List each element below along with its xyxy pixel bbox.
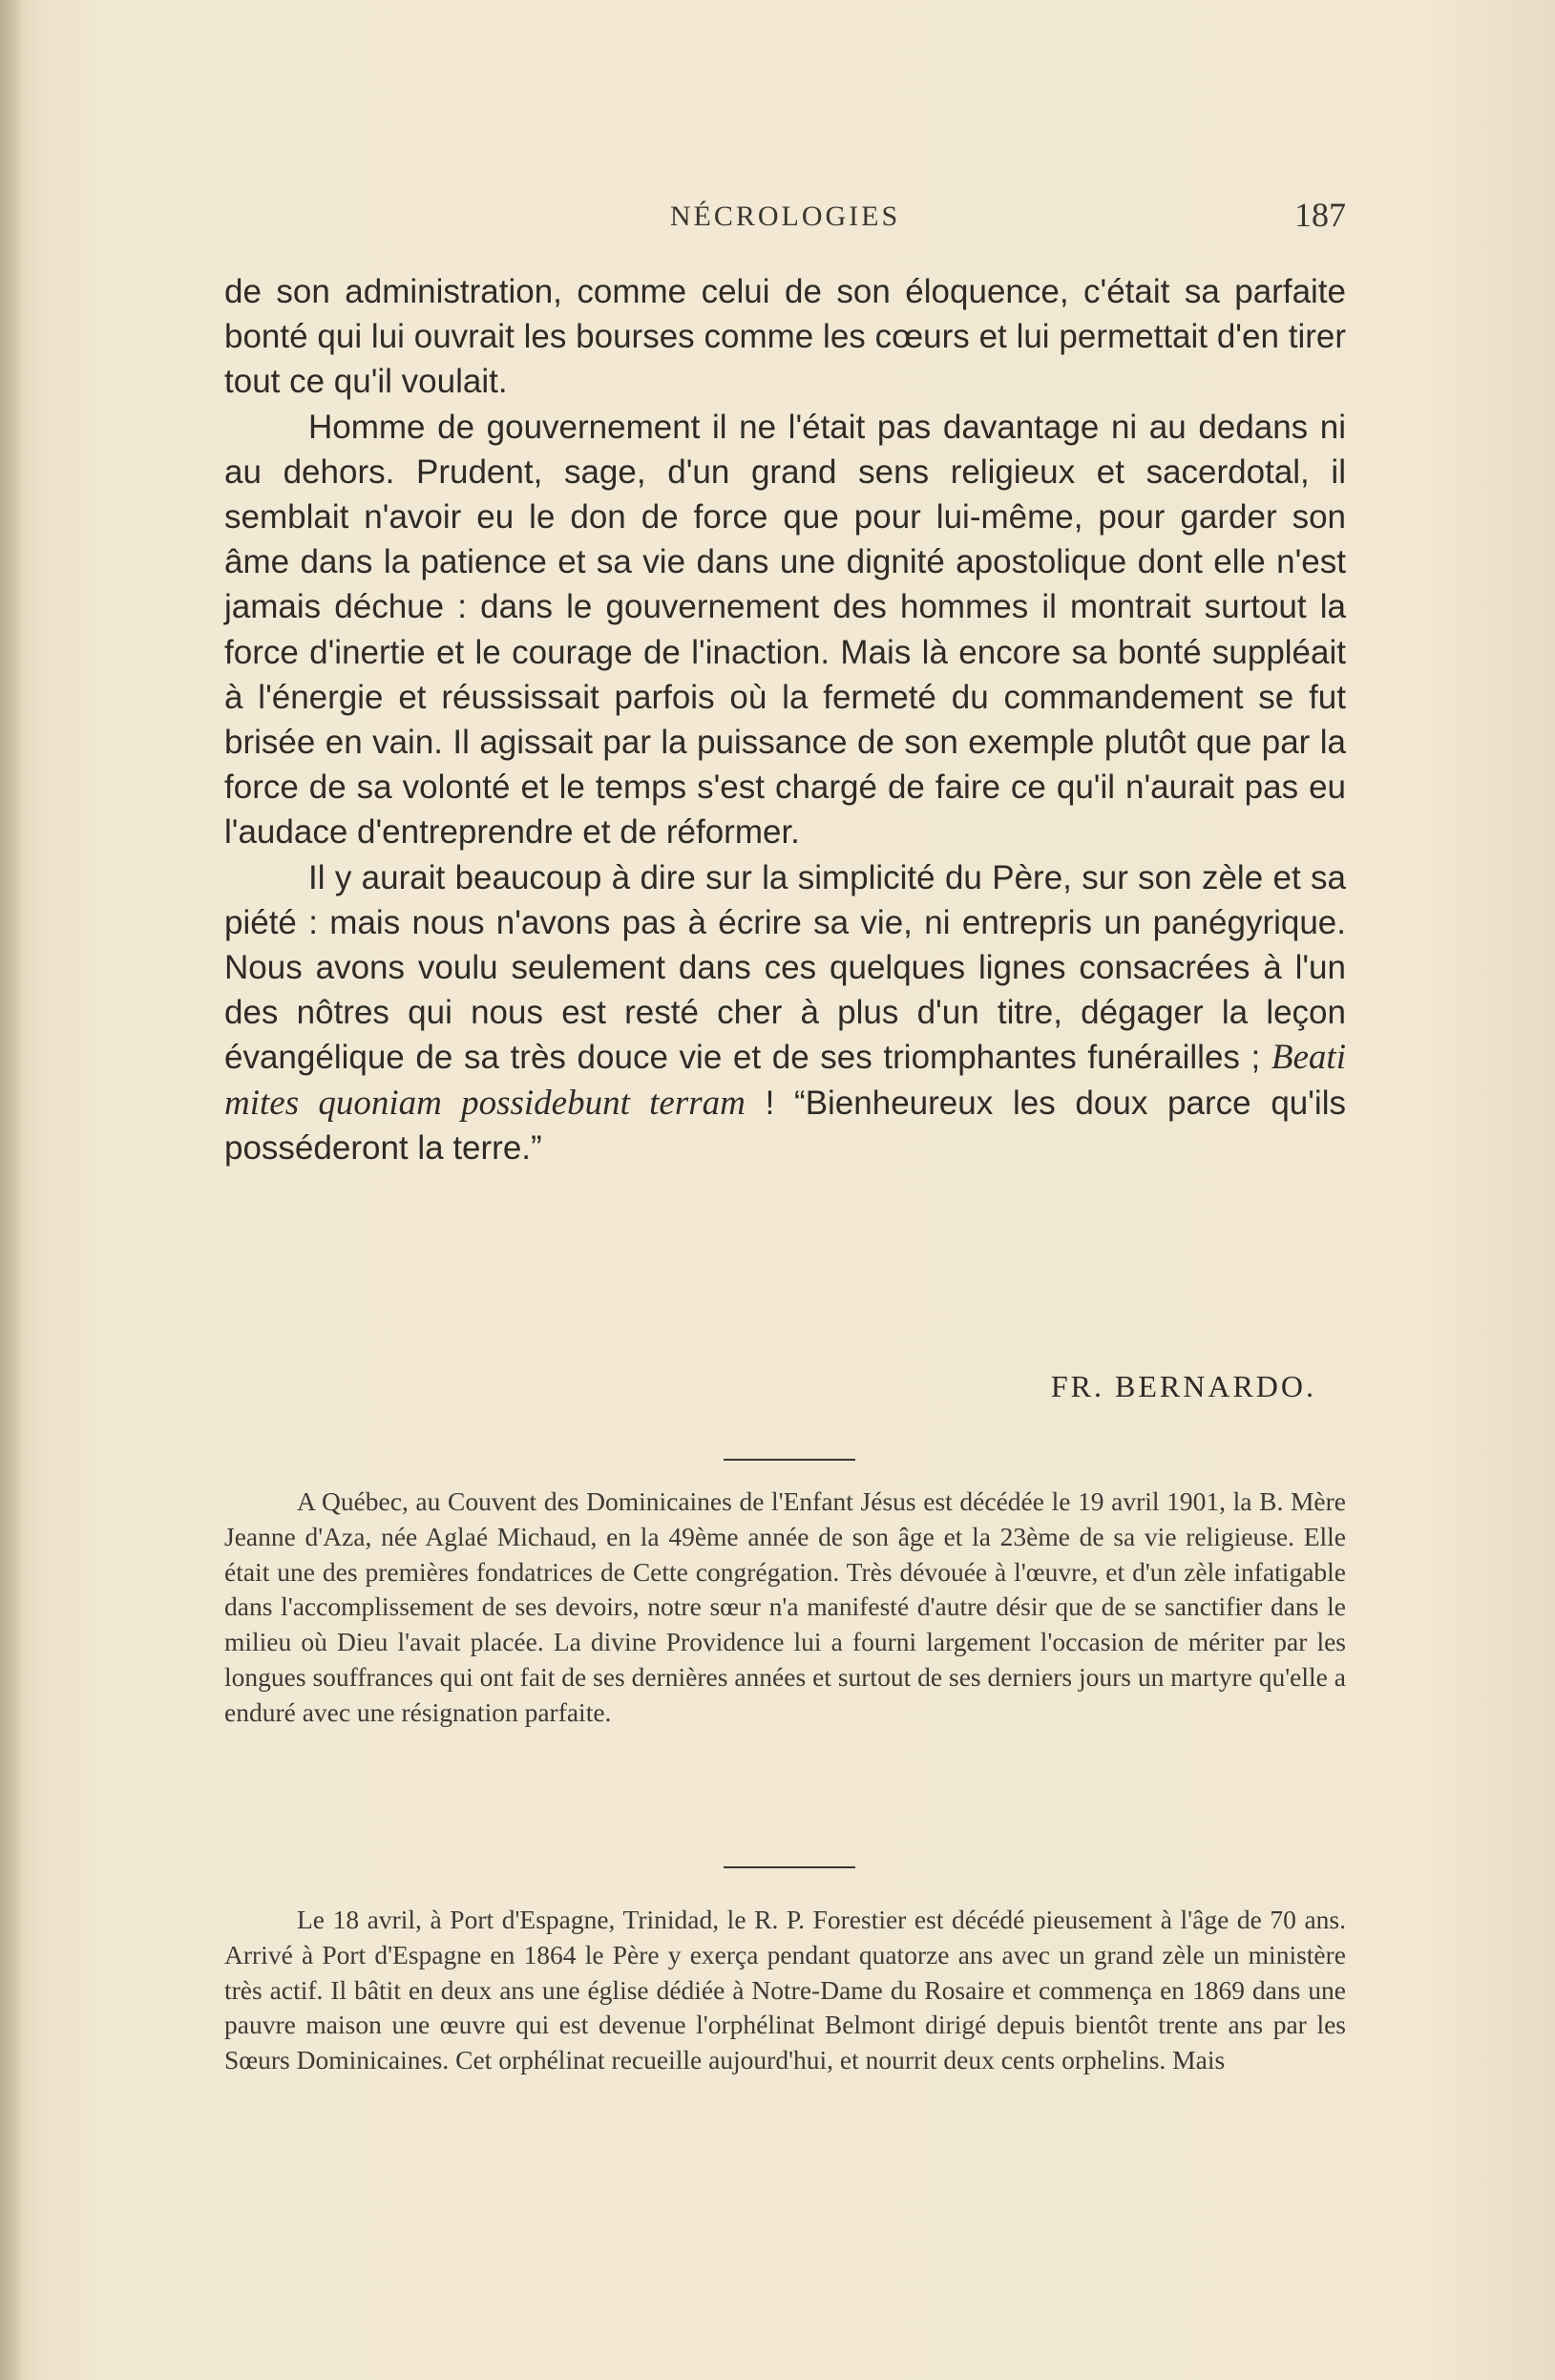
- divider-rule: [724, 1459, 855, 1461]
- signature: FR. BERNARDO.: [1050, 1369, 1316, 1403]
- paragraph-3-end: ! “Bienheureux les doux parce qu'ils posséderont la terre.”: [224, 1084, 1346, 1167]
- paragraph-3: [224, 855, 1346, 1170]
- page-number: 187: [1294, 196, 1346, 234]
- obituary-notice-trinidad: [224, 1903, 1346, 2078]
- main-text: [224, 269, 1346, 1170]
- notice-text: Le 18 avril, à Port d'Espagne, Trinidad, le R. P. Forestier est décédé pieusement à l'âge de 70 ans. Arrivé à Port d'Espagne en 1864 le Père y exerça pendant quatorze ans avec un grand zèle un ministère très actif. Il bâtit en deux ans une église dédiée à Notre-Dame du Rosaire et commença en 1869 dans une pauvre maison une œuvre qui est devenue l'orphélinat Belmont dirigé depuis bientôt trente ans par les Sœurs Dominicaines. Cet orphélinat recueille aujourd'hui, et nourrit deux cents orphelins. Mais: [224, 1905, 1346, 2075]
- latin-quote: Beati mites quoniam possidebunt terram: [224, 1038, 1346, 1123]
- paragraph-1: de son administration, comme celui de son éloquence, c'était sa parfaite bonté qui lui ouvrait les bourses comme les cœurs et lui permettait d'en tirer tout ce qu'il voulait.: [224, 273, 1346, 401]
- running-title: NÉCROLOGIES: [669, 200, 901, 232]
- notice-text: A Québec, au Couvent des Dominicaines de l'Enfant Jésus est décédée le 19 avril 1901, la B. Mère Jeanne d'Aza, née Aglaé Michaud, en la 49ème année de son âge et la 23ème de sa vie religieuse. Elle était une des premières fondatrices de Cette congrégation. Très dévouée à l'œuvre, et d'un zèle infatigable dans l'accomplissement de ses devoirs, notre sœur n'a manifesté d'autre désir que de se sanctifier dans le milieu où Dieu l'avait placée. La divine Providence lui a fourni largement l'occasion de mériter par les longues souffrances qui ont fait de ses dernières années et surtout de ses derniers jours un martyre qu'elle a enduré avec une résignation parfaite.: [224, 1486, 1346, 1727]
- paragraph-2: Homme de gouvernement il ne l'était pas davantage ni au dedans ni au dehors. Prudent, sage, d'un grand sens religieux et sacerdotal, il semblait n'avoir eu le don de force que pour lui-même, pour garder son âme dans la patience et sa vie dans une dignité apostolique dont elle n'est jamais déchue : dans le gouvernement des hommes il montrait surtout la force d'inertie et le courage de l'inaction. Mais là encore sa bonté suppléait à l'énergie et réussissait parfois où la fermeté du commandement se fut brisée en vain. Il agissait par la puissance de son exemple plutôt que par la force de sa volonté et le temps s'est chargé de faire ce qu'il n'aurait pas eu l'audace d'entreprendre et de réformer.: [224, 408, 1346, 852]
- paragraph-3-text: Il y aurait beaucoup à dire sur la simplicité du Père, sur son zèle et sa piété : mais nous n'avons pas à écrire sa vie, ni entrepris un panégyrique. Nous avons voulu seulement dans ces quelques lignes consacrées à l'un des nôtres qui nous est resté cher à plus d'un titre, dégager la leçon évangélique de sa très douce vie et de ses triomphantes funérailles ;: [224, 858, 1346, 1077]
- obituary-notice-quebec: [224, 1485, 1346, 1731]
- page-gutter: [0, 0, 21, 2380]
- divider-rule: [724, 1866, 855, 1868]
- page-header: [224, 196, 1346, 237]
